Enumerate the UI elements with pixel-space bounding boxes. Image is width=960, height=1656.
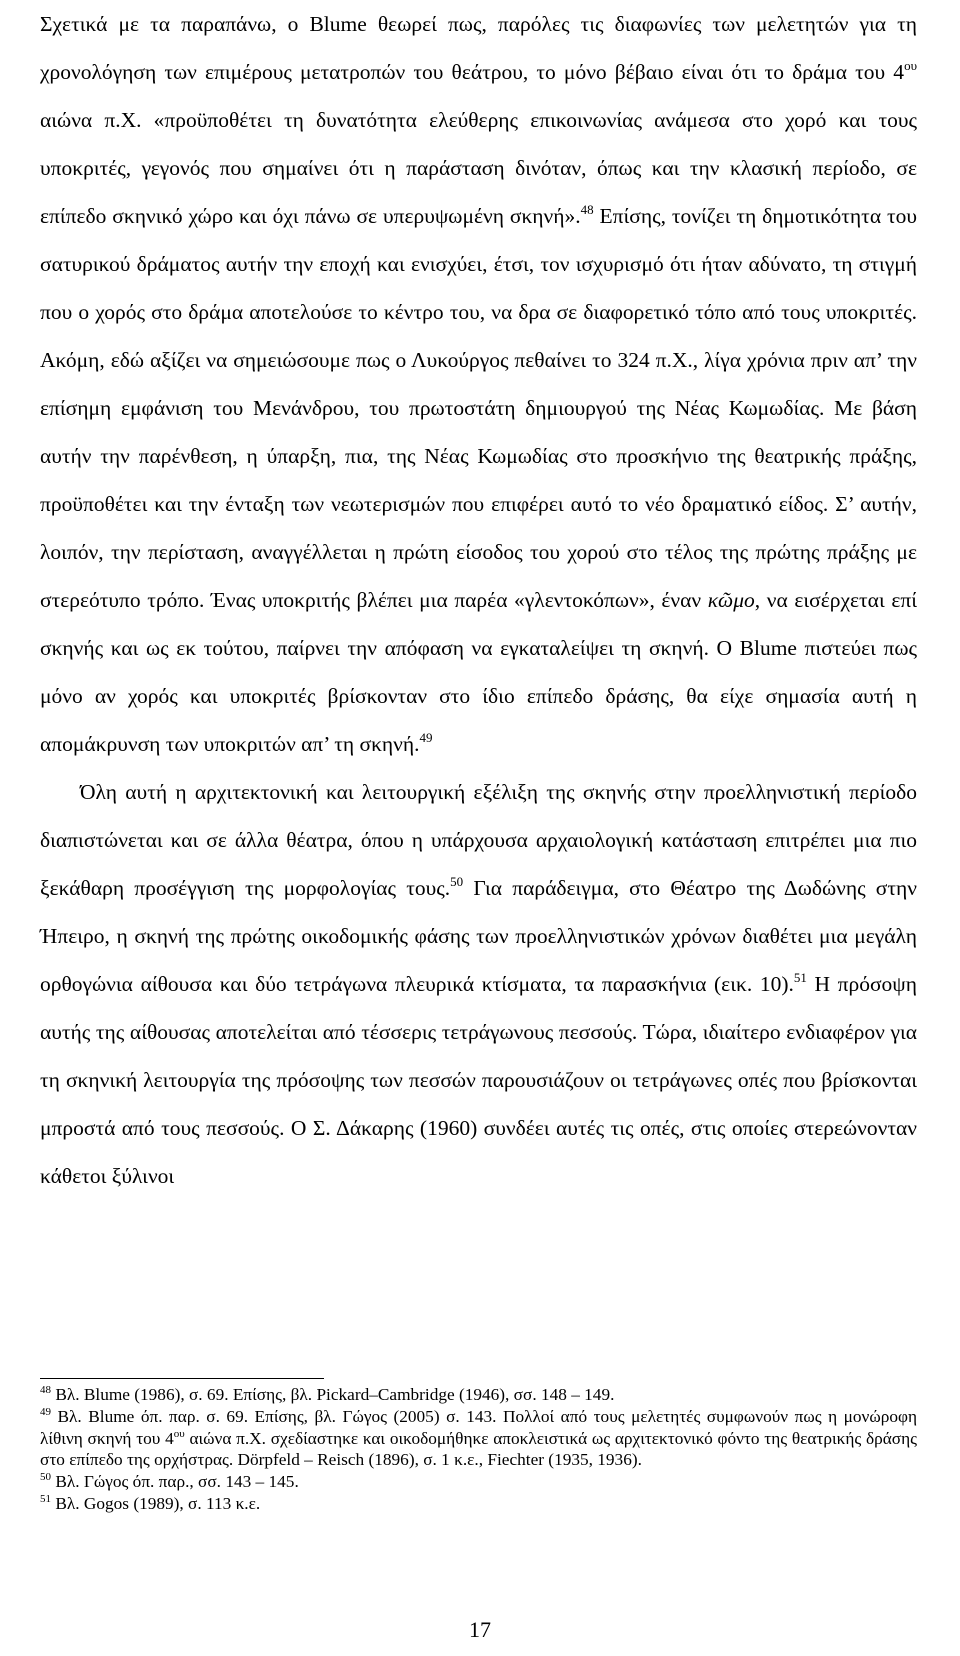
- text-run: Για παράδειγμα, στο Θέατρο της Δωδώνης στην Ήπειρο, η σκηνή της πρώτης οικοδομικής φάσης των προελληνιστικών χρόνων διαθέτει μια μεγάλη ορθογώνια αίθουσα και δύο τετράγωνα πλευρικά κτίσματα, τα παρασκήνια (εικ. 10).: [40, 876, 917, 996]
- text-run: , να εισέρχεται επί σκηνής και ως εκ τούτου, παίρνει την απόφαση να εγκαταλείψει τη σκηνή. Ο Blume πιστεύει πως μόνο αν χορός και υποκριτές βρίσκονταν στο ίδιο επίπεδο δράσης, θα είχε σημασία αυτή η απομάκρυνση των υποκριτών απ’ τη σκηνή.: [40, 588, 917, 756]
- footnote-number: 48: [40, 1384, 51, 1396]
- footnote-text: Βλ. Blume (1986), σ. 69. Επίσης, βλ. Pickard–Cambridge (1946), σσ. 148 – 149.: [51, 1385, 615, 1404]
- text-run: Σχετικά με τα παραπάνω, ο Blume θεωρεί πως, παρόλες τις διαφωνίες των μελετητών για τη χρονολόγηση των επιμέρους μετατροπών του θεάτρου, το μόνο βέβαιο είναι ότι το δράμα του 4: [40, 12, 917, 84]
- text-run: αιώνα π.Χ. «προϋποθέτει τη δυνατότητα ελεύθερης επικοινωνίας ανάμεσα στο χορό και τους υποκριτές, γεγονός που σημαίνει ότι η παράσταση δινόταν, όπως και την κλασική περίοδο, σε επίπεδο σκηνικό χώρο και όχι πάνω σε υπερυψωμένη σκηνή».: [40, 108, 917, 228]
- footnotes: [40, 1384, 917, 1515]
- footnote-text: Βλ. Blume όπ. παρ. σ. 69. Επίσης, βλ. Γώγος (2005) σ. 143. Πολλοί από τους μελετητές συμφωνούν πως η μονώροφη λίθινη σκηνή του 4: [40, 1406, 917, 1448]
- footnote-50: [40, 1471, 917, 1493]
- ordinal-superscript: ου: [173, 1427, 185, 1440]
- footnote-text: Βλ. Gogos (1989), σ. 113 κ.ε.: [51, 1493, 261, 1513]
- footnote-49: [40, 1406, 917, 1471]
- ordinal-superscript: ου: [904, 58, 917, 73]
- footnote-ref-48[interactable]: 48: [580, 202, 594, 217]
- footnote-number: 51: [40, 1492, 51, 1505]
- text-run: Όλη αυτή η αρχιτεκτονική και λειτουργική εξέλιξη της σκηνής στην προελληνιστική περίοδο διαπιστώνεται και σε άλλα θέατρα, όπου η υπάρχουσα αρχαιολογική κατάσταση επιτρέπει μια πιο ξεκάθαρη προσέγγιση της μορφολογίας τους.: [40, 780, 917, 900]
- paragraph-1: [40, 0, 917, 768]
- page-number: 17: [469, 1617, 491, 1642]
- footnote-51: [40, 1493, 917, 1515]
- main-text: [40, 0, 917, 1200]
- text-run: Επίσης, τονίζει τη δημοτικότητα του σατυρικού δράματος αυτήν την εποχή και ενισχύει, έτσι, τον ισχυρισμό ότι ήταν αδύνατο, τη στιγμή που ο χορός στο δράμα αποτελούσε το κέντρο του, να δρα σε διαφορετικό τόπο από τους υποκριτές. Ακόμη, εδώ αξίζει να σημειώσουμε πως ο Λυκούργος πεθαίνει το 324 π.Χ., λίγα χρόνια πριν απ’ την επίσημη εμφάνιση του Μενάνδρου, του πρωτοστάτη δημιουργού της Νέας Κωμωδίας. Με βάση αυτήν την παρένθεση, η ύπαρξη, πια, της Νέας Κωμωδίας στο προσκήνιο της θεατρικής πράξης, προϋποθέτει και την ένταξη των νεωτερισμών που επιφέρει αυτό το νέο δραματικό είδος. Σ’ αυτήν, λοιπόν, την περίσταση, αναγγέλλεται η πρώτη είσοδος του χορού στο τέλος της πρώτης πράξης με στερεότυπο τρόπο. Ένας υποκριτής βλέπει μια παρέα «γλεντοκόπων», έναν: [40, 204, 917, 612]
- footnote-ref-50[interactable]: 50: [450, 874, 464, 889]
- footnote-number: 49: [40, 1405, 51, 1418]
- footnote-ref-51[interactable]: 51: [793, 970, 807, 985]
- footnote-text: αιώνα π.Χ. σχεδίαστηκε και οικοδομήθηκε αποκλειστικά ως αρχιτεκτονικό φόντο της θεατρικής δράσης στο επίπεδο της ορχήστρας. Dörpfeld – Reisch (1896), σ. 1 κ.ε., Fiechter (1935, 1936).: [40, 1428, 917, 1470]
- footnote-48: [40, 1384, 917, 1406]
- footnote-text: Βλ. Γώγος όπ. παρ., σσ. 143 – 145.: [51, 1472, 299, 1492]
- footnote-divider: [40, 1378, 324, 1379]
- text-run: Η πρόσοψη αυτής της αίθουσας αποτελείται από τέσσερις τετράγωνους πεσσούς. Τώρα, ιδιαίτερο ενδιαφέρον για τη σκηνική λειτουργία της πρόσοψης των πεσσών παρουσιάζουν οι τετράγωνες οπές που βρίσκονται μπροστά από τους πεσσούς. Ο Σ. Δάκαρης (1960) συνδέει αυτές τις οπές, στις οποίες στερεώνονταν κάθετοι ξύλινοι: [40, 972, 917, 1188]
- footnote-ref-49[interactable]: 49: [419, 730, 433, 745]
- italic-term: κῶμο: [707, 588, 755, 612]
- paragraph-2: [40, 768, 917, 1200]
- footnote-number: 50: [40, 1471, 51, 1484]
